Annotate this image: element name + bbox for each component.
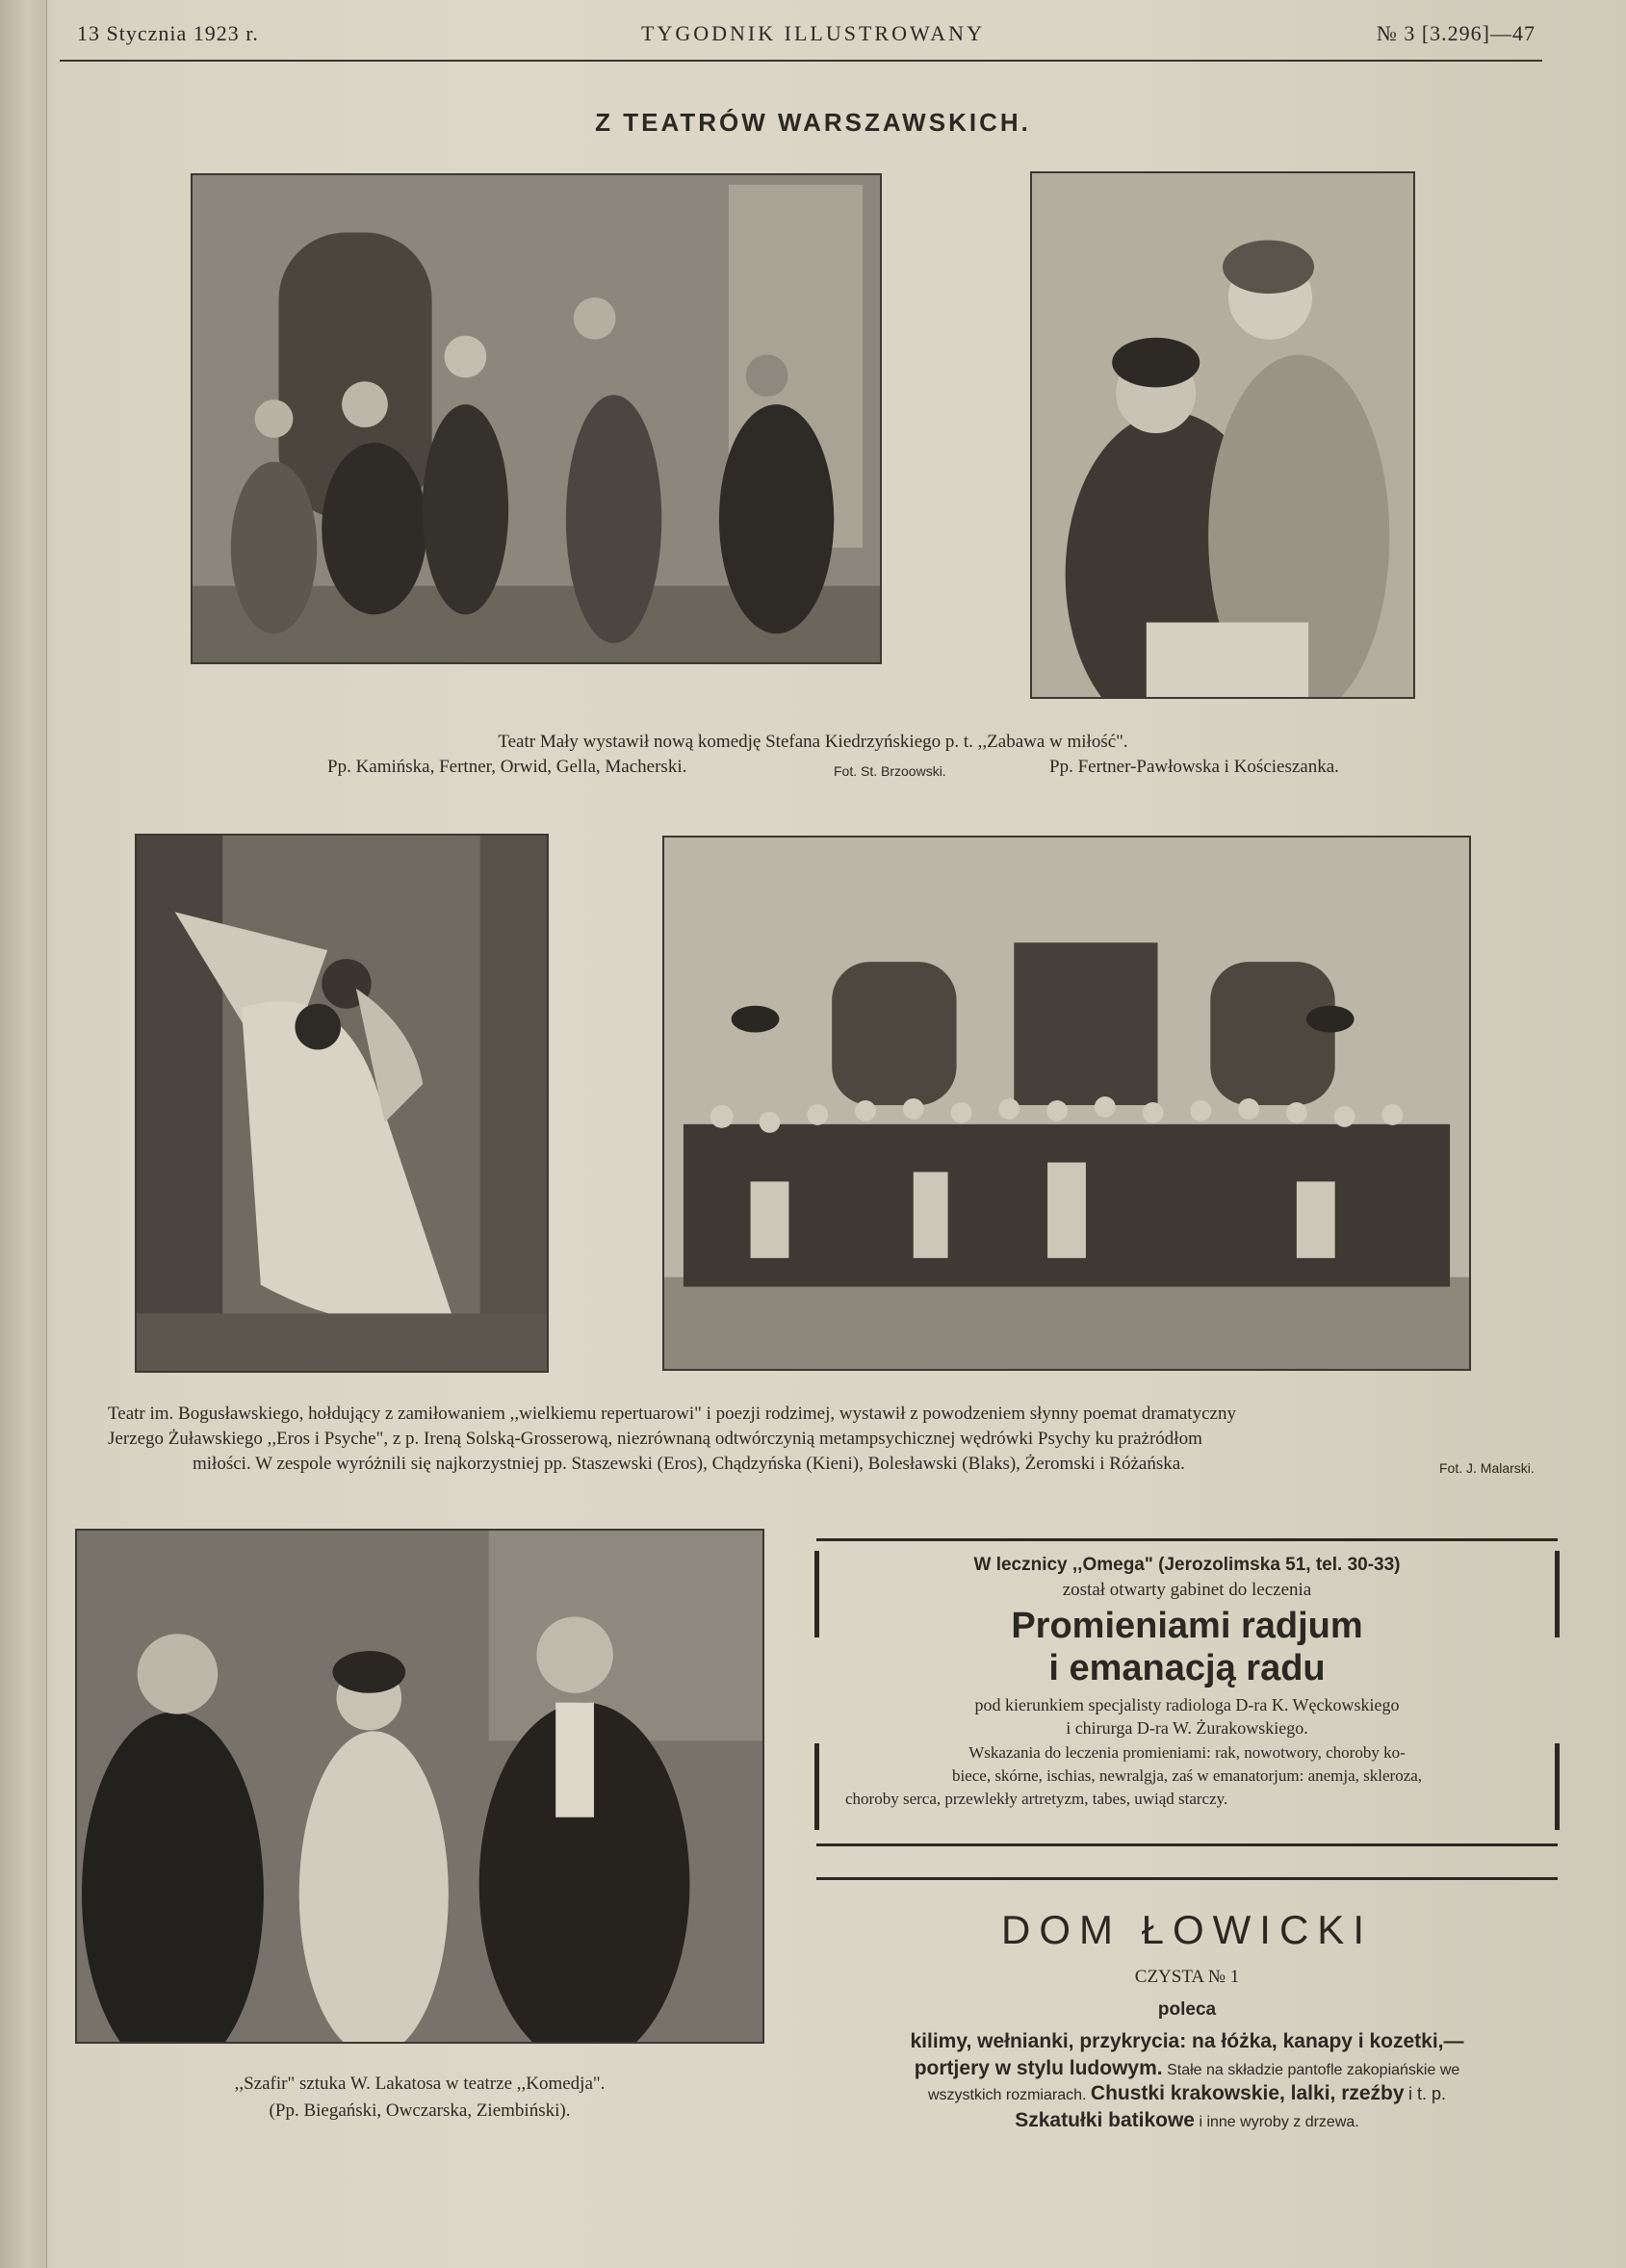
header-date: 13 Stycznia 1923 r. xyxy=(77,21,259,45)
dom-lowicki-szkatulki: Szkatułki batikowe xyxy=(1015,2109,1195,2131)
header-rule xyxy=(60,60,1542,62)
omega-indications-3: choroby serca, przewlekły artretyzm, tabes, uwiąd starczy. xyxy=(845,1790,1228,1808)
omega-indications-1: Wskazania do leczenia promieniami: rak, nowotwory, choroby ko- xyxy=(968,1743,1406,1762)
caption-szafir-line2: (Pp. Biegański, Owczarska, Ziembiński). xyxy=(269,2100,571,2121)
caption-zabawa-w-milosc: Teatr Mały wystawił nową komedję Stefana Kiedrzyńskiego p. t. ,,Zabawa w miłość". xyxy=(498,732,1128,752)
dom-lowicki-chustki: Chustki krakowskie, lalki, rzeźby xyxy=(1090,2082,1405,2104)
dom-lowicki-line4 xyxy=(816,2109,1558,2132)
caption-eros-i-psyche-line1: Teatr im. Bogusławskiego, hołdujący z zamiłowaniem ,,wielkiemu repertuarowi" i poezji rodzimej, wystawił z powodzeniem słynny poemat dramatyczny xyxy=(108,1404,1236,1424)
advertisement-omega-clinic xyxy=(816,1538,1558,1846)
photo-eros-i-psyche-angel xyxy=(135,834,549,1373)
photo-szafir-illustration xyxy=(77,1531,762,2042)
dom-lowicki-line3 xyxy=(816,2082,1558,2105)
omega-radiologist: pod kierunkiem specjalisty radiologa D-ra K. Węckowskiego xyxy=(974,1695,1400,1714)
photo-crowd-scene-illustration xyxy=(664,838,1469,1369)
photo-zabawa-group-illustration xyxy=(193,175,880,662)
advertisement-dom-lowicki xyxy=(816,1877,1558,2147)
header-issue: № 3 [3.296]—47 xyxy=(1376,21,1536,45)
photo-two-actresses-illustration xyxy=(1032,173,1413,697)
omega-indications-2: biece, skórne, ischias, newralgja, zaś w emanatorjum: anemja, skleroza, xyxy=(951,1766,1423,1785)
photo-eros-psyche-illustration xyxy=(137,836,547,1371)
omega-opened: został otwarty gabinet do leczenia xyxy=(1062,1580,1312,1600)
caption-zabawa-cast-left: Pp. Kamińska, Fertner, Orwid, Gella, Macherski. xyxy=(327,757,687,777)
photo-stage-crowd-scene xyxy=(662,836,1471,1371)
photo-fertner-koscieszanka xyxy=(1030,171,1415,699)
caption-eros-i-psyche-line3: miłości. W zespole wyróżnili się najkorzystniej pp. Staszewski (Eros), Chądzyńska (Kieni), Bolesławski (Blaks), Żeromski i Różańska. xyxy=(193,1454,1185,1474)
photo-credit-brzoowski: Fot. St. Brzoowski. xyxy=(834,763,946,779)
photo-credit-malarski: Fot. J. Malarski. xyxy=(1439,1460,1535,1476)
omega-headline-1: Promieniami radjum xyxy=(1011,1606,1363,1646)
omega-headline-2: i emanacją radu xyxy=(1048,1648,1326,1688)
dom-lowicki-poleca: poleca xyxy=(1157,1999,1217,2020)
dom-lowicki-wyroby: i inne wyroby z drzewa. xyxy=(1199,2114,1359,2130)
omega-intro: W lecznicy ,,Omega" (Jerozolimska 51, tel. 30-33) xyxy=(973,1555,1401,1575)
omega-surgeon: i chirurga D-ra W. Żurakowskiego. xyxy=(1066,1718,1308,1738)
header-masthead: TYGODNIK ILLUSTROWANY xyxy=(641,21,985,45)
photo-szafir-komedja xyxy=(75,1529,764,2044)
dom-lowicki-title: DOM ŁOWICKI xyxy=(1000,1907,1373,1952)
dom-lowicki-address: CZYSTA № 1 xyxy=(1134,1967,1240,1987)
caption-eros-i-psyche-line2: Jerzego Żuławskiego ,,Eros i Psyche", z p. Ireną Solską-Grosserową, niezrównaną odtwórczynią metampsychicznej wędrówki Psychy ku prażródłom xyxy=(108,1429,1202,1449)
dom-lowicki-itp: i t. p. xyxy=(1408,2084,1447,2103)
dom-lowicki-line1: kilimy, wełnianki, przykrycia: na łóżka, kanapy i kozetki,— xyxy=(910,2030,1464,2052)
section-title: Z TEATRÓW WARSZAWSKICH. xyxy=(595,108,1031,137)
photo-zabawa-w-milosc-group xyxy=(191,173,882,664)
dom-lowicki-pantofle: Stałe na składzie pantofle zakopiańskie we xyxy=(1167,2062,1460,2078)
caption-szafir-line1: ,,Szafir" sztuka W. Lakatosa w teatrze ,,Komedja". xyxy=(234,2074,606,2094)
dom-lowicki-rozmiarach: wszystkich rozmiarach. xyxy=(927,2087,1087,2103)
caption-zabawa-cast-right: Pp. Fertner-Pawłowska i Kościeszanka. xyxy=(1049,757,1339,777)
dom-lowicki-line2 xyxy=(816,2057,1558,2080)
binding-spine xyxy=(0,0,47,2268)
dom-lowicki-portjery: portjery w stylu ludowym. xyxy=(914,2057,1163,2079)
